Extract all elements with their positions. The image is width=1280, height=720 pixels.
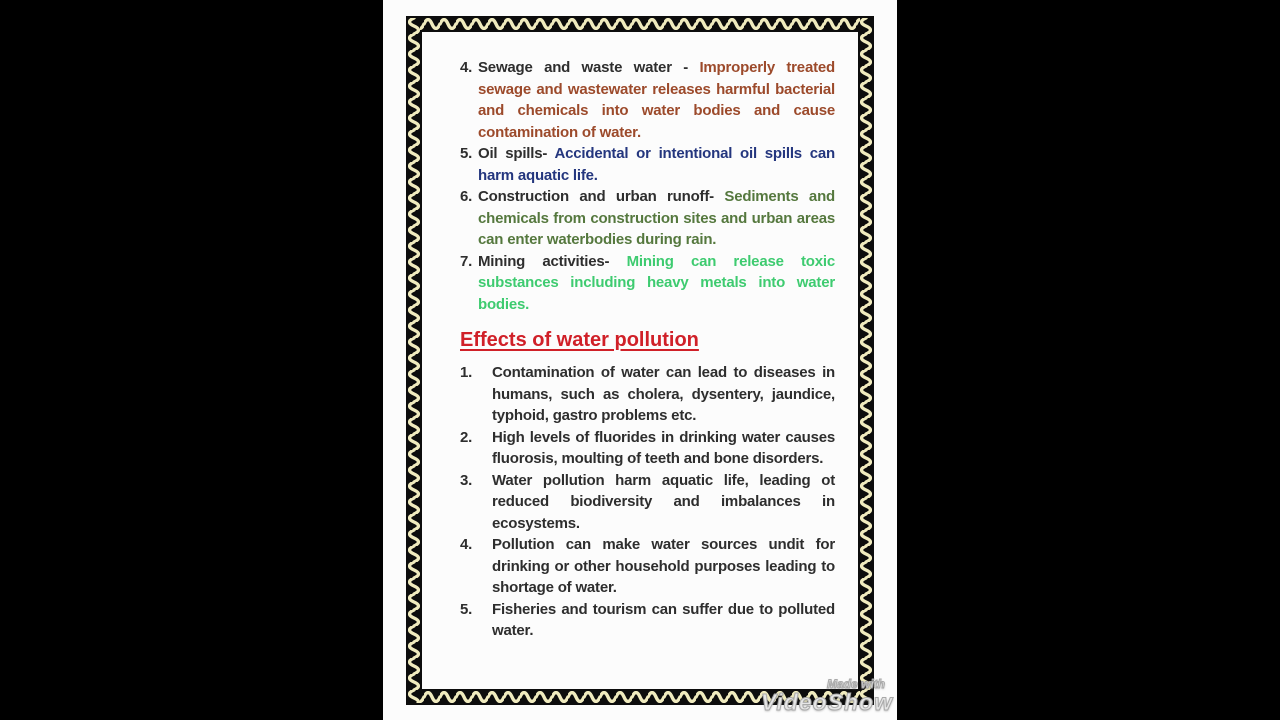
rope-border-left xyxy=(408,18,420,703)
cause-detail: Accidental or intentional oil spills can harm aquatic life. xyxy=(478,145,836,184)
item-number: 4. xyxy=(460,536,473,553)
effect-text: Pollution can make water sources undit for drinking or other household purposes leading to shortage of water. xyxy=(492,536,835,596)
item-number: 2. xyxy=(460,428,473,446)
cause-item xyxy=(460,57,835,143)
effect-item xyxy=(460,599,835,642)
effect-text: Contamination of water can lead to diseases in humans, such as cholera, dysentery, jaundice, typhoid, gastro problems etc. xyxy=(492,364,835,424)
cause-item xyxy=(460,186,835,251)
effect-item xyxy=(460,534,835,599)
effect-text: High levels of fluorides in drinking water causes fluorosis, moulting of teeth and bone disorders. xyxy=(492,428,835,467)
effects-list xyxy=(460,362,835,642)
letterbox-right xyxy=(897,0,1280,720)
effect-item xyxy=(460,470,835,535)
effect-text: Fisheries and tourism can suffer due to polluted water. xyxy=(492,600,835,639)
rope-border-top xyxy=(408,18,872,30)
watermark-videoshow: VideoShow xyxy=(760,689,893,715)
cause-item xyxy=(460,143,835,186)
effect-text: Water pollution harm aquatic life, leading ot reduced biodiversity and imbalances in ecosystems. xyxy=(492,471,835,532)
item-number: 6. xyxy=(460,188,473,205)
watermark-made-with: Made with xyxy=(826,677,885,691)
effects-heading: Effects of water pollution xyxy=(460,329,699,351)
cause-detail: Sediments and chemicals from construction sites and urban areas can enter waterbodies during rain. xyxy=(478,188,835,248)
cause-item xyxy=(460,251,835,316)
effect-item xyxy=(460,362,835,427)
rope-border-right xyxy=(860,18,872,703)
cause-detail: Mining can release toxic substances including heavy metals into water bodies. xyxy=(478,252,835,313)
letterbox-left xyxy=(0,0,383,720)
causes-list xyxy=(460,57,835,315)
item-number: 1. xyxy=(460,364,473,381)
videoshow-watermark xyxy=(761,678,893,714)
effect-item xyxy=(460,427,835,470)
item-number: 5. xyxy=(460,145,473,162)
item-number: 7. xyxy=(460,252,473,270)
item-number: 3. xyxy=(460,471,473,489)
cause-label: Sewage and waste water - xyxy=(478,59,700,76)
cause-label: Construction and urban runoff- xyxy=(478,188,725,205)
item-number: 5. xyxy=(460,600,473,618)
cause-detail: Improperly treated sewage and wastewater releases harmful bacterial and chemicals into water bodies and cause contamination of water. xyxy=(478,59,835,141)
cause-label: Mining activities- xyxy=(478,252,627,270)
item-number: 4. xyxy=(460,59,473,76)
cause-label: Oil spills- xyxy=(478,145,555,162)
document-content xyxy=(460,57,835,642)
document-page xyxy=(383,0,897,720)
